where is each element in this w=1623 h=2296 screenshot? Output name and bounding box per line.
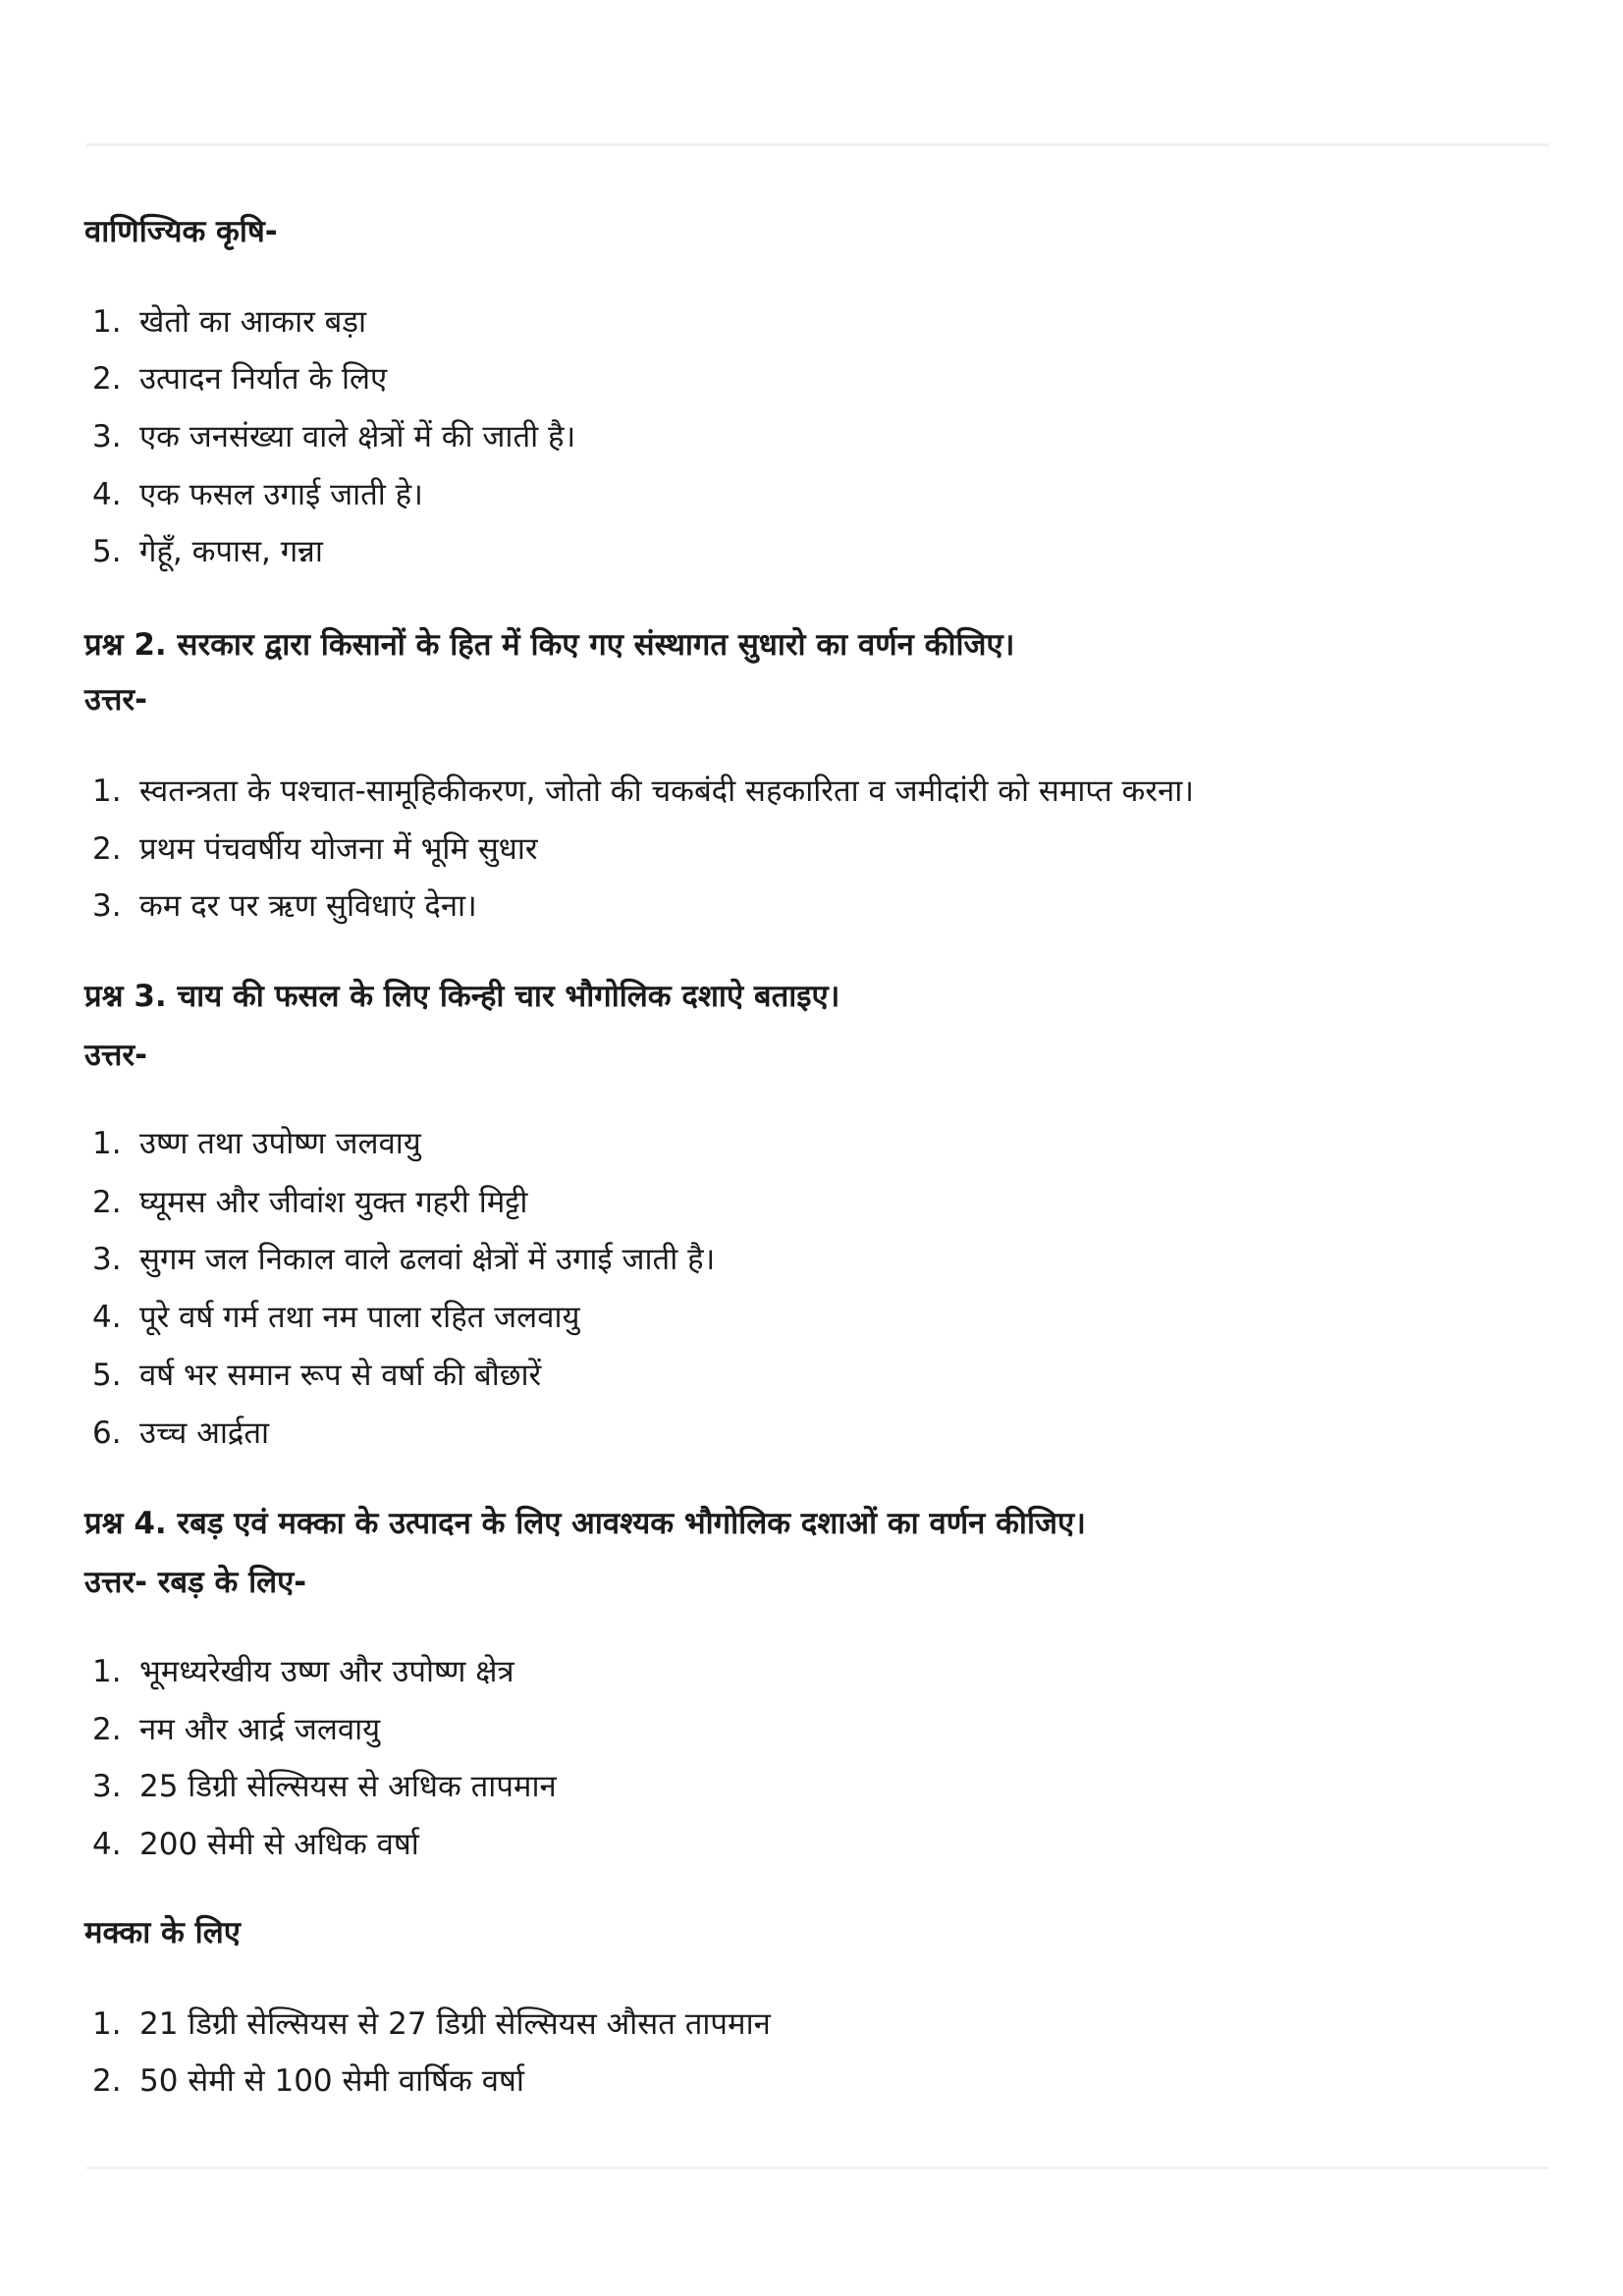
section-heading: मक्का के लिए: [84, 1915, 241, 1950]
list-item: 3. कम दर पर ऋण सुविधाएं देना।: [92, 888, 477, 924]
list-item: 2. उत्पादन निर्यात के लिए: [92, 361, 388, 397]
list-item: 2. नम और आर्द्र जलवायु: [92, 1712, 381, 1747]
list-item: 4. 200 सेमी से अधिक वर्षा: [92, 1827, 419, 1862]
list-item: 5. गेहूँ, कपास, गन्ना: [92, 534, 323, 569]
list-item: 6. उच्च आर्द्रता: [92, 1415, 270, 1451]
list-item: 3. सुगम जल निकाल वाले ढलवां क्षेत्रों में उगाई जाती है।: [92, 1242, 716, 1277]
list-item: 1. खेतो का आकार बड़ा: [92, 304, 366, 340]
answer-label: उत्तर- रबड़ के लिए-: [84, 1565, 307, 1600]
list-item: 1. स्वतन्त्रता के पश्चात-सामूहिकीकरण, जोतो की चकबंदी सहकारिता व जमीदांरी को समाप्त करना।: [92, 774, 1194, 809]
list-item: 1. भूमध्यरेखीय उष्ण और उपोष्ण क्षेत्र: [92, 1654, 514, 1689]
top-divider: [86, 143, 1549, 146]
list-item: 3. 25 डिग्री सेल्सियस से अधिक तापमान: [92, 1769, 557, 1804]
question-heading: प्रश्न 3. चाय की फसल के लिए किन्ही चार भौगोलिक दशाऐ बताइए।: [84, 979, 840, 1014]
list-item: 4. पूरे वर्ष गर्म तथा नम पाला रहित जलवायु: [92, 1300, 580, 1335]
list-item: 1. उष्ण तथा उपोष्ण जलवायु: [92, 1126, 421, 1161]
list-item: 2. 50 सेमी से 100 सेमी वार्षिक वर्षा: [92, 2063, 524, 2099]
list-item: 2. प्रथम पंचवर्षीय योजना में भूमि सुधार: [92, 831, 538, 867]
list-item: 1. 21 डिग्री सेल्सियस से 27 डिग्री सेल्सियस औसत तापमान: [92, 2006, 771, 2042]
answer-label: उत्तर-: [84, 1038, 147, 1073]
list-item: 4. एक फसल उगाई जाती हे।: [92, 477, 423, 512]
list-item: 5. वर्ष भर समान रूप से वर्षा की बौछारें: [92, 1358, 542, 1393]
question-heading: प्रश्न 4. रबड़ एवं मक्का के उत्पादन के लिए आवश्यक भौगोलिक दशाओं का वर्णन कीजिए।: [84, 1506, 1086, 1541]
list-item: 2. घ्यूमस और जीवांश युक्त गहरी मिट्टी: [92, 1185, 528, 1220]
bottom-divider: [86, 2166, 1549, 2169]
question-heading: प्रश्न 2. सरकार द्वारा किसानों के हित में किए गए संस्थागत सुधारो का वर्णन कीजिए।: [84, 627, 1015, 663]
list-item: 3. एक जनसंख्या वाले क्षेत्रों में की जाती है।: [92, 419, 576, 454]
section-heading: वाणिज्यिक कृषि-: [84, 214, 278, 249]
answer-label: उत्तर-: [84, 682, 147, 718]
